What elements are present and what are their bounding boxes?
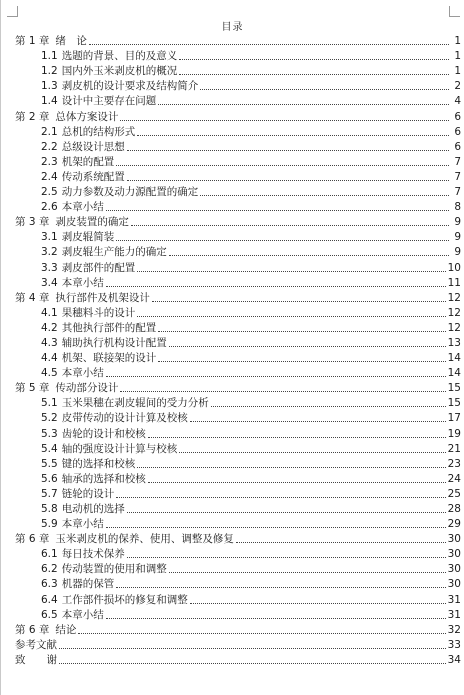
toc-entry-title: 致 谢 — [15, 653, 57, 666]
page-corner-mark — [449, 6, 460, 17]
toc-page-number: 23 — [447, 457, 461, 470]
toc-page-number: 2 — [454, 80, 461, 93]
toc-entry-number: 4.5 — [41, 367, 58, 380]
toc-chapter-entry[interactable] — [15, 290, 461, 305]
toc-entry-title: 绪 论 — [55, 35, 87, 48]
toc-entry-title: 参考文献 — [15, 638, 57, 651]
toc-entry-title: 国内外玉米剥皮机的概况 — [61, 65, 178, 78]
dot-leader — [127, 556, 446, 558]
toc-entry-title: 轴的强度设计计算与校核 — [61, 442, 178, 455]
toc-section-entry[interactable] — [15, 48, 461, 63]
toc-chapter-entry[interactable] — [15, 531, 461, 546]
toc-section-entry[interactable] — [15, 154, 461, 169]
toc-entry-number: 5.8 — [41, 503, 58, 515]
dot-leader — [211, 405, 446, 407]
dot-leader — [169, 345, 446, 347]
dot-leader — [120, 390, 445, 392]
toc-page-number: 15 — [447, 382, 461, 395]
dot-leader — [106, 526, 446, 528]
toc-page-number: 1 — [454, 50, 461, 63]
toc-section-entry[interactable] — [15, 244, 461, 259]
table-of-contents — [15, 33, 461, 667]
dot-leader — [59, 647, 446, 649]
toc-entry-title: 选题的背景、目的及意义 — [61, 50, 178, 63]
dot-leader — [78, 632, 445, 634]
toc-entry-title: 剥皮装置的确定 — [55, 216, 129, 229]
toc-chapter-entry[interactable] — [15, 637, 461, 652]
toc-section-entry[interactable] — [15, 395, 461, 410]
dot-leader — [131, 224, 449, 226]
toc-entry-number: 2.1 — [41, 125, 58, 138]
toc-entry-title: 传动装置的使用和调整 — [61, 563, 167, 576]
toc-entry-title: 剥皮辊生产能力的确定 — [61, 246, 167, 259]
toc-entry-title: 键的选择和校核 — [61, 457, 136, 470]
toc-entry-title: 轴承的选择和校核 — [61, 472, 146, 485]
dot-leader — [89, 43, 449, 45]
toc-entry-title: 果穗料斗的设计 — [61, 306, 136, 319]
toc-section-entry[interactable] — [15, 184, 461, 199]
toc-page-number: 25 — [447, 487, 461, 500]
toc-page-number: 12 — [447, 306, 461, 319]
toc-entry-title: 本章小结 — [61, 518, 104, 531]
toc-page-number: 4 — [454, 95, 461, 108]
toc-page-number: 7 — [454, 186, 461, 199]
toc-entry-title: 其他执行部件的配置 — [61, 321, 157, 334]
toc-page-number: 9 — [454, 246, 461, 259]
toc-entry-title: 齿轮的设计和校核 — [61, 427, 146, 440]
toc-section-entry[interactable] — [15, 305, 461, 320]
toc-page-number: 11 — [447, 276, 461, 289]
toc-page-number: 17 — [447, 412, 461, 425]
toc-entry-number: 5.1 — [41, 397, 58, 410]
toc-section-entry[interactable] — [15, 561, 461, 576]
dot-leader — [190, 420, 446, 422]
toc-entry-title: 传动部分设计 — [55, 382, 119, 395]
toc-entry-title: 玉米果穗在剥皮辊间的受力分析 — [61, 397, 209, 410]
dot-leader — [158, 330, 445, 332]
toc-page-number: 30 — [447, 533, 461, 546]
toc-entry-number: 6.3 — [41, 578, 58, 591]
toc-section-entry[interactable] — [15, 229, 461, 244]
toc-entry-number: 第 3 章 — [15, 216, 50, 229]
toc-entry-title: 本章小结 — [61, 608, 104, 621]
toc-entry-title: 本章小结 — [61, 367, 104, 380]
toc-entry-number: 6.2 — [41, 563, 58, 576]
toc-entry-title: 传动系统配置 — [61, 170, 125, 183]
toc-page-number: 1 — [454, 65, 461, 78]
toc-entry-number: 4.3 — [41, 336, 58, 349]
toc-entry-number: 5.9 — [41, 518, 58, 531]
toc-entry-title: 剥皮部件的配置 — [61, 261, 136, 274]
toc-section-entry[interactable] — [15, 471, 461, 486]
toc-page-number: 30 — [447, 548, 461, 561]
dot-leader — [200, 88, 449, 90]
toc-entry-title: 每日技术保养 — [61, 548, 125, 561]
dot-leader — [127, 179, 449, 181]
toc-page-number: 12 — [447, 291, 461, 304]
toc-entry-number: 2.5 — [41, 186, 58, 199]
toc-section-entry[interactable] — [15, 410, 461, 425]
toc-entry-title: 动力参数及动力源配置的确定 — [61, 186, 199, 199]
toc-section-entry[interactable] — [15, 350, 461, 365]
toc-entry-title: 机架的配置 — [61, 155, 115, 168]
toc-entry-title: 结论 — [55, 623, 77, 636]
dot-leader — [106, 209, 449, 211]
toc-chapter-entry[interactable] — [15, 33, 461, 48]
toc-page-number: 1 — [454, 35, 461, 48]
toc-section-entry[interactable] — [15, 607, 461, 622]
toc-page-number: 13 — [447, 336, 461, 349]
toc-entry-title: 执行部件及机架设计 — [55, 291, 150, 304]
toc-entry-title: 工作部件损坏的修复和调整 — [61, 593, 188, 606]
dot-leader — [116, 496, 445, 498]
toc-chapter-entry[interactable] — [15, 380, 461, 395]
dot-leader — [127, 511, 446, 513]
toc-entry-number: 5.6 — [41, 472, 58, 485]
toc-entry-number: 2.6 — [41, 201, 58, 214]
dot-leader — [158, 360, 445, 362]
toc-entry-number: 1.2 — [41, 65, 58, 78]
toc-section-entry[interactable] — [15, 546, 461, 561]
toc-entry-title: 总体方案设计 — [55, 110, 119, 123]
toc-entry-number: 6.5 — [41, 608, 58, 621]
toc-section-entry[interactable] — [15, 441, 461, 456]
toc-page-number: 33 — [447, 638, 461, 651]
dot-leader — [116, 164, 449, 166]
toc-page-number: 31 — [447, 593, 461, 606]
dot-leader — [127, 149, 449, 151]
dot-leader — [116, 239, 449, 241]
toc-section-entry[interactable] — [15, 335, 461, 350]
toc-section-entry[interactable] — [15, 456, 461, 471]
dot-leader — [179, 451, 445, 453]
toc-entry-number: 6.4 — [41, 593, 58, 606]
dot-leader — [137, 134, 449, 136]
toc-entry-title: 机架、联接架的设计 — [61, 352, 157, 365]
toc-entry-number: 1.4 — [41, 95, 58, 108]
toc-entry-number: 第 6 章 — [15, 623, 50, 636]
toc-entry-title: 总级设计思想 — [61, 140, 125, 153]
toc-entry-title: 总机的结构形式 — [61, 125, 136, 138]
toc-entry-number: 5.5 — [41, 457, 58, 470]
toc-entry-title: 设计中主要存在问题 — [61, 95, 157, 108]
dot-leader — [137, 466, 445, 468]
toc-page-number: 19 — [447, 427, 461, 440]
dot-leader — [106, 617, 446, 619]
toc-entry-number: 1.3 — [41, 80, 58, 93]
toc-page-number: 32 — [447, 623, 461, 636]
toc-entry-number: 3.1 — [41, 231, 58, 244]
dot-leader — [158, 103, 449, 105]
toc-section-entry[interactable] — [15, 275, 461, 290]
toc-entry-title: 本章小结 — [61, 276, 104, 289]
toc-section-entry[interactable] — [15, 576, 461, 591]
toc-title: 目录 — [221, 22, 244, 33]
toc-section-entry[interactable] — [15, 591, 461, 606]
toc-section-entry[interactable] — [15, 93, 461, 108]
toc-entry-title: 本章小结 — [61, 201, 104, 214]
dot-leader — [169, 571, 446, 573]
toc-page-number: 14 — [447, 352, 461, 365]
toc-page-number: 21 — [447, 442, 461, 455]
dot-leader — [190, 602, 446, 604]
toc-section-entry[interactable] — [15, 78, 461, 93]
dot-leader — [120, 119, 449, 121]
toc-page-number: 15 — [447, 397, 461, 410]
toc-entry-number: 2.4 — [41, 170, 58, 183]
toc-section-entry[interactable] — [15, 320, 461, 335]
toc-entry-number: 4.4 — [41, 352, 58, 365]
toc-entry-number: 第 4 章 — [15, 291, 50, 304]
toc-entry-title: 辅助执行机构设计配置 — [61, 336, 167, 349]
toc-section-entry[interactable] — [15, 259, 461, 274]
dot-leader — [169, 254, 449, 256]
toc-entry-title: 剥皮辊简装 — [61, 231, 115, 244]
dot-leader — [179, 73, 449, 75]
dot-leader — [148, 481, 446, 483]
toc-page-number: 7 — [454, 155, 461, 168]
toc-entry-number: 第 5 章 — [15, 382, 50, 395]
toc-entry-number: 2.3 — [41, 155, 58, 168]
toc-section-entry[interactable] — [15, 501, 461, 516]
dot-leader — [106, 375, 446, 377]
toc-section-entry[interactable] — [15, 365, 461, 380]
toc-entry-title: 电动机的选择 — [61, 503, 125, 515]
dot-leader — [106, 285, 446, 287]
toc-chapter-entry[interactable] — [15, 108, 461, 123]
toc-page-number: 6 — [454, 140, 461, 153]
toc-page-number: 14 — [447, 367, 461, 380]
toc-entry-title: 机器的保管 — [61, 578, 115, 591]
toc-entry-number: 3.4 — [41, 276, 58, 289]
toc-entry-number: 6.1 — [41, 548, 58, 561]
toc-entry-title: 玉米剥皮机的保养、使用、调整及修复 — [55, 533, 234, 546]
dot-leader — [59, 662, 446, 664]
toc-entry-number: 4.1 — [41, 306, 58, 319]
toc-page-number: 29 — [447, 518, 461, 531]
dot-leader — [148, 436, 446, 438]
toc-entry-number: 5.4 — [41, 442, 58, 455]
toc-section-entry[interactable] — [15, 139, 461, 154]
toc-page-number: 31 — [447, 608, 461, 621]
toc-section-entry[interactable] — [15, 124, 461, 139]
toc-chapter-entry[interactable] — [15, 622, 461, 637]
toc-page-number: 10 — [447, 261, 461, 274]
toc-entry-number: 5.2 — [41, 412, 58, 425]
toc-section-entry[interactable] — [15, 169, 461, 184]
toc-entry-number: 3.2 — [41, 246, 58, 259]
toc-entry-number: 5.7 — [41, 487, 58, 500]
toc-section-entry[interactable] — [15, 63, 461, 78]
toc-entry-number: 3.3 — [41, 261, 58, 274]
toc-page-number: 24 — [447, 472, 461, 485]
dot-leader — [200, 194, 449, 196]
toc-page-number: 9 — [454, 216, 461, 229]
toc-entry-title: 剥皮机的设计要求及结构简介 — [61, 80, 199, 93]
toc-page-number: 7 — [454, 170, 461, 183]
toc-page-number: 34 — [447, 653, 461, 666]
dot-leader — [137, 270, 445, 272]
toc-entry-title: 皮带传动的设计计算及校核 — [61, 412, 188, 425]
dot-leader — [116, 586, 445, 588]
toc-page-number: 12 — [447, 321, 461, 334]
dot-leader — [137, 315, 445, 317]
toc-entry-number: 第 1 章 — [15, 35, 50, 48]
toc-page-number: 8 — [454, 201, 461, 214]
toc-page-number: 6 — [454, 125, 461, 138]
toc-page-number: 30 — [447, 563, 461, 576]
dot-leader — [152, 300, 446, 302]
toc-chapter-entry[interactable] — [15, 652, 461, 667]
toc-page-number: 9 — [454, 231, 461, 244]
toc-entry-title: 链轮的设计 — [61, 487, 115, 500]
toc-entry-number: 1.1 — [41, 50, 58, 63]
toc-chapter-entry[interactable] — [15, 214, 461, 229]
dot-leader — [236, 541, 446, 543]
toc-entry-number: 5.3 — [41, 427, 58, 440]
toc-entry-number: 第 2 章 — [15, 110, 50, 123]
page-corner-mark — [7, 6, 18, 17]
toc-page-number: 28 — [447, 503, 461, 515]
toc-entry-number: 2.2 — [41, 140, 58, 153]
toc-entry-number: 第 6 章 — [15, 533, 50, 546]
toc-section-entry[interactable] — [15, 199, 461, 214]
toc-section-entry[interactable] — [15, 516, 461, 531]
toc-page-number: 6 — [454, 110, 461, 123]
dot-leader — [179, 58, 449, 60]
toc-section-entry[interactable] — [15, 425, 461, 440]
toc-section-entry[interactable] — [15, 486, 461, 501]
toc-page-number: 30 — [447, 578, 461, 591]
toc-entry-number: 4.2 — [41, 321, 58, 334]
